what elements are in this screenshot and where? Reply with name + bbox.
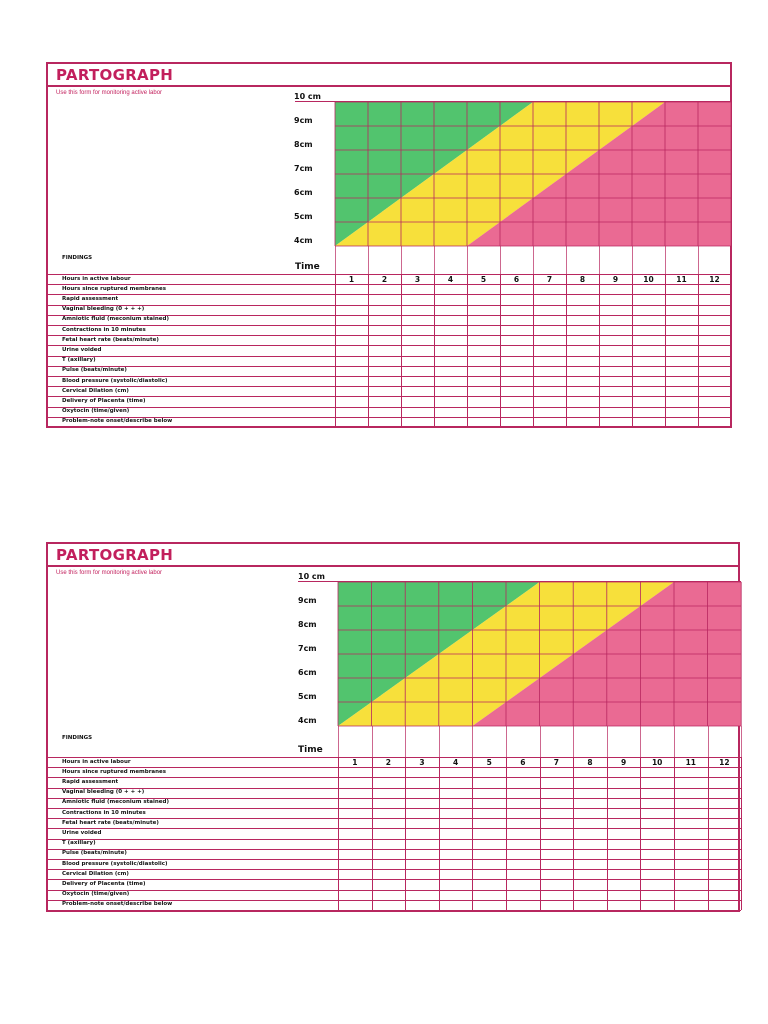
table-col-line	[665, 274, 666, 427]
chart-grid-line	[540, 726, 541, 757]
finding-row-label: Rapid assessment	[62, 295, 119, 302]
findings-label: FINDINGS	[62, 735, 93, 741]
hour-number: 10	[643, 275, 654, 284]
table-row-line	[48, 427, 731, 428]
dilation-label: 7cm	[298, 644, 317, 653]
table-row-line	[48, 828, 741, 829]
chart-grid-line	[698, 246, 699, 274]
dilation-label: 4cm	[298, 716, 317, 725]
table-row-line	[48, 386, 731, 387]
dilation-label: 10 cm	[298, 572, 325, 581]
finding-row-label: Blood pressure (systolic/diastolic)	[62, 860, 168, 867]
chart-grid-line	[573, 726, 574, 757]
table-row-line	[48, 396, 731, 397]
table-col-line	[434, 274, 435, 427]
finding-row-label: T (axillary)	[62, 357, 96, 364]
chart-grid-line	[731, 246, 732, 274]
table-col-line	[368, 274, 369, 427]
hour-number: 3	[414, 275, 421, 284]
time-label: Time	[295, 262, 320, 272]
table-row-line	[48, 325, 731, 326]
finding-row-label: Cervical Dilation (cm)	[62, 870, 129, 877]
table-row-line	[48, 910, 741, 911]
finding-row-label: Hours since ruptured membranes	[62, 285, 167, 292]
chart-grid-line	[674, 726, 675, 757]
finding-row-label: Pulse (beats/minute)	[62, 367, 127, 374]
table-row-line	[48, 808, 741, 809]
chart-grid-line	[506, 726, 507, 757]
chart-grid-line	[472, 726, 473, 757]
table-row-line	[48, 777, 741, 778]
table-row-line	[48, 305, 731, 306]
table-col-line	[338, 757, 339, 910]
table-col-line	[741, 757, 742, 910]
table-row-line	[48, 869, 741, 870]
finding-row-label: T (axillary)	[62, 840, 96, 847]
table-row-line	[48, 788, 741, 789]
dilation-label: 9cm	[294, 116, 313, 125]
table-col-line	[401, 274, 402, 427]
hour-number: 2	[381, 275, 388, 284]
hour-number: 6	[513, 275, 520, 284]
table-col-line	[405, 757, 406, 910]
hour-number: 1	[352, 758, 358, 767]
table-row-line	[48, 407, 731, 408]
table-col-line	[599, 274, 600, 427]
hour-number: 5	[486, 758, 492, 767]
dilation-label: 4cm	[294, 236, 313, 245]
form-subtitle: Use this form for monitoring active labor	[56, 90, 163, 96]
finding-row-label: Delivery of Placenta (time)	[62, 880, 146, 887]
dilation-label: 6cm	[294, 188, 313, 197]
table-col-line	[533, 274, 534, 427]
hour-number: 7	[553, 758, 559, 767]
hour-number: 9	[620, 758, 627, 767]
partograph-form-top	[46, 62, 732, 428]
table-col-line	[566, 274, 567, 427]
time-label: Time	[298, 745, 323, 755]
finding-row-label: Amniotic fluid (meconium stained)	[62, 799, 169, 806]
dilation-label: 8cm	[294, 140, 313, 149]
ten-cm-rule	[295, 101, 731, 102]
finding-row-label: Oxytocin (time/given)	[62, 891, 130, 898]
table-col-line	[335, 274, 336, 427]
chart-grid-line	[566, 246, 567, 274]
hour-number: 9	[612, 275, 619, 284]
table-col-line	[573, 757, 574, 910]
dilation-label: 10 cm	[294, 92, 321, 101]
chart-grid-line	[741, 726, 742, 757]
finding-row-label: Oxytocin (time/given)	[62, 408, 130, 415]
findings-label: FINDINGS	[62, 255, 93, 261]
finding-row-label: Pulse (beats/minute)	[62, 850, 127, 857]
finding-row-label: Rapid assessment	[62, 778, 119, 785]
table-col-line	[439, 757, 440, 910]
table-col-line	[708, 757, 709, 910]
form-subtitle: Use this form for monitoring active labor	[56, 570, 163, 576]
chart-grid-line	[401, 246, 402, 274]
finding-row-label: Amniotic fluid (meconium stained)	[62, 316, 169, 323]
finding-row-label: Contractions in 10 minutes	[62, 809, 146, 816]
finding-row-label: Cervical Dilation (cm)	[62, 387, 129, 394]
chart-grid-line	[500, 246, 501, 274]
hour-number: 10	[651, 758, 663, 767]
chart-grid-line	[533, 246, 534, 274]
dilation-label: 9cm	[298, 596, 317, 605]
finding-row-label: Fetal heart rate (beats/minute)	[62, 819, 159, 826]
chart-grid-line	[335, 246, 336, 274]
chart-grid-line	[599, 246, 600, 274]
dilation-chart	[338, 582, 741, 726]
finding-row-label: Vaginal bleeding (0 + + +)	[62, 789, 145, 796]
chart-grid-line	[372, 726, 373, 757]
hour-number: 11	[676, 275, 687, 284]
hour-number: 11	[685, 758, 697, 767]
hour-number: 4	[447, 275, 454, 284]
hour-number: 4	[452, 758, 459, 767]
hour-number: 8	[579, 275, 586, 284]
finding-row-label: Contractions in 10 minutes	[62, 326, 146, 333]
table-col-line	[698, 274, 699, 427]
table-col-line	[467, 274, 468, 427]
dilation-label: 5cm	[298, 692, 317, 701]
chart-grid-line	[665, 246, 666, 274]
chart-grid-line	[405, 726, 406, 757]
finding-row-label: Urine voided	[62, 829, 102, 836]
table-col-line	[540, 757, 541, 910]
finding-row-label: Vaginal bleeding (0 + + +)	[62, 306, 145, 313]
finding-row-label: Hours since ruptured membranes	[62, 768, 167, 775]
table-row-line	[48, 849, 741, 850]
dilation-label: 6cm	[298, 668, 317, 677]
finding-row-label: Urine voided	[62, 346, 102, 353]
table-row-line	[48, 890, 741, 891]
hour-number: 2	[385, 758, 391, 767]
table-row-line	[48, 345, 731, 346]
hour-number: 1	[348, 275, 355, 284]
finding-row-label: Blood pressure (systolic/diastolic)	[62, 377, 168, 384]
hour-number: 3	[419, 758, 425, 767]
finding-row-label: Fetal heart rate (beats/minute)	[62, 336, 159, 343]
title-divider	[48, 85, 730, 87]
chart-grid-line	[640, 726, 641, 757]
hour-number: 5	[480, 275, 487, 284]
chart-grid-line	[439, 726, 440, 757]
form-title: PARTOGRAPH	[56, 66, 174, 84]
finding-row-label: Hours in active labour	[62, 275, 131, 282]
dilation-label: 7cm	[294, 164, 313, 173]
table-row-line	[48, 839, 741, 840]
chart-grid-line	[607, 726, 608, 757]
partograph-form-bottom	[46, 542, 740, 912]
dilation-chart	[335, 102, 731, 246]
chart-grid-line	[708, 726, 709, 757]
ten-cm-rule	[298, 581, 741, 582]
table-row-line	[48, 879, 741, 880]
chart-grid-line	[434, 246, 435, 274]
hour-number: 7	[546, 275, 553, 284]
table-col-line	[500, 274, 501, 427]
form-title: PARTOGRAPH	[56, 546, 174, 564]
hour-number: 8	[587, 758, 593, 767]
chart-grid-line	[368, 246, 369, 274]
hour-number: 6	[520, 758, 526, 767]
hour-number: 12	[719, 758, 730, 767]
table-col-line	[372, 757, 373, 910]
finding-row-label: Hours in active labour	[62, 758, 131, 765]
title-divider	[48, 565, 738, 567]
dilation-label: 5cm	[294, 212, 313, 221]
table-row-line	[48, 356, 731, 357]
hour-number: 12	[709, 275, 720, 284]
table-col-line	[674, 757, 675, 910]
table-col-line	[472, 757, 473, 910]
table-col-line	[640, 757, 641, 910]
chart-grid-line	[467, 246, 468, 274]
table-row-line	[48, 366, 731, 367]
finding-row-label: Delivery of Placenta (time)	[62, 397, 146, 404]
finding-row-label: Problem-note onset/describe below	[62, 418, 173, 425]
chart-grid-line	[338, 726, 339, 757]
table-col-line	[632, 274, 633, 427]
table-col-line	[506, 757, 507, 910]
finding-row-label: Problem-note onset/describe below	[62, 901, 173, 908]
chart-grid-line	[632, 246, 633, 274]
table-col-line	[731, 274, 732, 427]
table-row-line	[48, 294, 731, 295]
dilation-label: 8cm	[298, 620, 317, 629]
table-col-line	[607, 757, 608, 910]
